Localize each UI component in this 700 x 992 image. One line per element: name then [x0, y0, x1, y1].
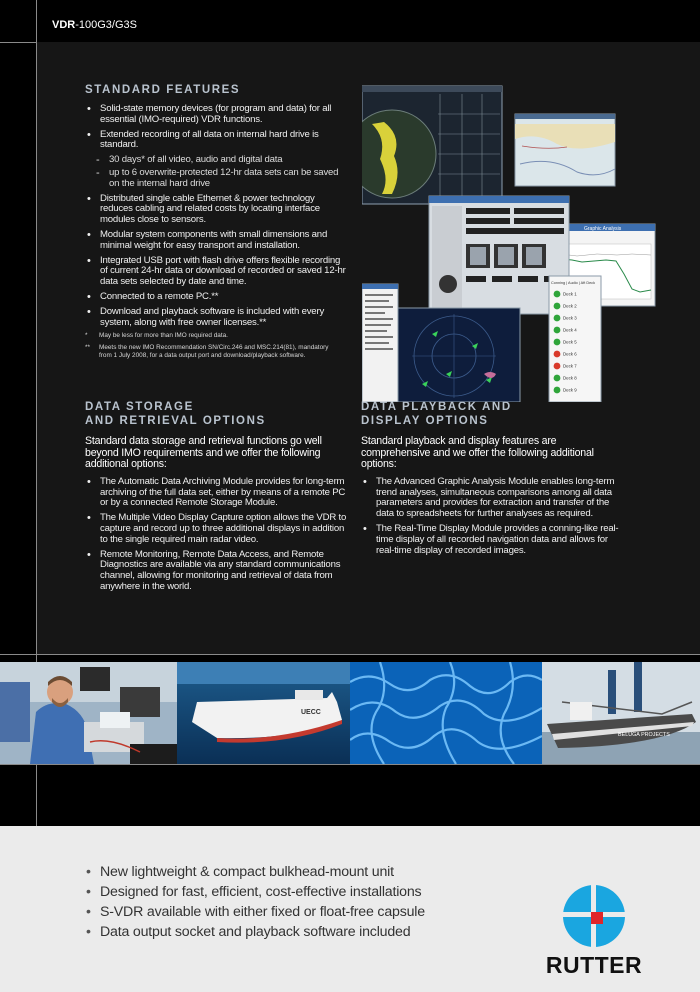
deck-label: Deck 5: [563, 339, 577, 345]
list-item: • Remote Monitoring, Remote Data Access, and Remote Diagnostics are available via any standard communications channel, allowing for monitoring and retrieval of data from anywhere in the world.: [85, 550, 347, 593]
list-item: • The Advanced Graphic Analysis Module enables long-term trend analyses, simultaneous comparisons among all data parameters and provides for extraction and transfer of the data to spreadsheets for further analyses as required.: [361, 477, 623, 520]
conning-display-window: [429, 196, 569, 314]
data-playback-section: [361, 400, 623, 560]
data-storage-list: [85, 477, 347, 593]
deck-status-light: [554, 375, 561, 382]
highlights-panel: [0, 826, 700, 992]
list-item: • Download and playback software is included with every system, along with free owner licenses.**: [85, 307, 347, 329]
list-item: • Extended recording of all data on internal hard drive is standard.: [85, 130, 347, 152]
highlight-item: • S-VDR available with either fixed or float-free capsule: [86, 902, 425, 922]
list-item: • The Multiple Video Display Capture option allows the VDR to capture and record up to three additional displays in addition to the single required main radar video.: [85, 513, 347, 545]
water-caustics-photo: [350, 662, 542, 764]
deck-label: Deck 7: [563, 363, 577, 369]
data-playback-list: [361, 477, 623, 557]
main-content: [37, 42, 700, 654]
deck-status-light: [554, 315, 561, 322]
file-list-window: [362, 284, 398, 402]
software-screenshots-collage: [362, 84, 657, 402]
list-item: • Distributed single cable Ethernet & power technology reduces cabling and related costs by locating interface modules close to sensors.: [85, 194, 347, 226]
standard-features-section: [85, 83, 347, 360]
photo-strip-divider-top: [0, 654, 700, 655]
standard-features-heading: STANDARD FEATURES: [85, 84, 241, 96]
panel-tabs: Conning | Audio | Aft Deck: [551, 281, 595, 285]
deck-status-light: [554, 291, 561, 298]
highlight-item: • Designed for fast, efficient, cost-effective installations: [86, 882, 425, 902]
deck-status-light: [554, 387, 561, 394]
footnote-1: * May be less for more than IMO required data.: [85, 332, 228, 340]
deck-label: Deck 1: [563, 291, 577, 297]
rutter-logo-text: RUTTER: [545, 952, 643, 978]
deck-label: Deck 2: [563, 303, 577, 309]
list-item: • Modular system components with small dimensions and minimal weight for easy transport and installation.: [85, 230, 347, 252]
ship-hull-text: UECC: [301, 709, 321, 716]
cargo-ship-text: BELUGA PROJECTS: [618, 732, 670, 738]
highlight-item: • Data output socket and playback software included: [86, 922, 425, 942]
deck-status-light: [554, 351, 561, 358]
list-item: • Connected to a remote PC.**: [85, 292, 347, 303]
deck-label: Deck 6: [563, 351, 577, 357]
radar-screen-image: [362, 86, 502, 204]
data-playback-heading: DATA PLAYBACK AND DISPLAY OPTIONS: [361, 401, 512, 427]
list-subitem: - up to 6 overwrite-protected 12-hr data sets can be saved on the internal hard drive: [85, 168, 347, 190]
list-item: • The Automatic Data Archiving Module provides for long-term archiving of the full data set, either by means of a remote PC or by a connected Remote Storage Module.: [85, 477, 347, 509]
list-subitem: - 30 days* of all video, audio and digital data: [85, 155, 347, 166]
standard-features-list: [85, 104, 347, 328]
deck-status-light: [554, 339, 561, 346]
list-item: • The Real-Time Display Module provides a conning-like real-time display of all recorded navigation data and allows for real-time display of recorded images.: [361, 524, 623, 556]
margin-line-photos: [36, 654, 37, 662]
graphic-analysis-title: Graphic Analysis: [584, 226, 622, 232]
deck-status-light: [554, 327, 561, 334]
nautical-chart-image: [515, 114, 615, 186]
deck-label: Deck 3: [563, 315, 577, 321]
product-title: VDR-100G3/G3S: [52, 19, 137, 31]
car-carrier-ship-photo: [177, 662, 350, 764]
deck-label: Deck 9: [563, 387, 577, 393]
list-item: • Integrated USB port with flash drive offers flexible recording of current 24-hr data or download of recorded or saved 12-hr data sets selected by date and time.: [85, 256, 347, 288]
footnote-2: ** Meets the new IMO Recommendation SN/Circ.246 and MSC.214(81), mandatory from 1 July 2008, for a data output port and download/playback software.: [85, 344, 329, 360]
deck-label: Deck 8: [563, 375, 577, 381]
rutter-logo-mark: [562, 884, 626, 948]
data-storage-heading: DATA STORAGE AND RETRIEVAL OPTIONS: [85, 401, 266, 427]
cargo-ship-photo: [542, 662, 700, 764]
highlights-list: [86, 862, 425, 942]
margin-line-top: [36, 0, 37, 42]
data-storage-intro: Standard data storage and retrieval functions go well beyond IMO requirements and we offer the following additional options:: [85, 435, 322, 471]
deck-label: Deck 4: [563, 327, 577, 333]
margin-line-lower: [36, 764, 37, 826]
photo-strip: [0, 662, 700, 764]
list-item: • Solid-state memory devices (for program and data) for all essential (IMO-required) VDR functions.: [85, 104, 347, 126]
deck-status-light: [554, 303, 561, 310]
data-playback-intro: Standard playback and display features are comprehensive and we offer the following additional options:: [361, 435, 594, 471]
radar-playback-window: [398, 308, 520, 402]
technician-photo: [0, 662, 177, 764]
margin-line-main: [36, 42, 37, 654]
highlight-item: • New lightweight & compact bulkhead-mount unit: [86, 862, 425, 882]
deck-status-light: [554, 363, 561, 370]
rutter-logo: [532, 884, 656, 984]
page-header: [0, 0, 700, 42]
data-storage-section: [85, 400, 347, 597]
deck-status-panel: [549, 276, 601, 402]
photo-strip-divider-bottom: [0, 764, 700, 765]
